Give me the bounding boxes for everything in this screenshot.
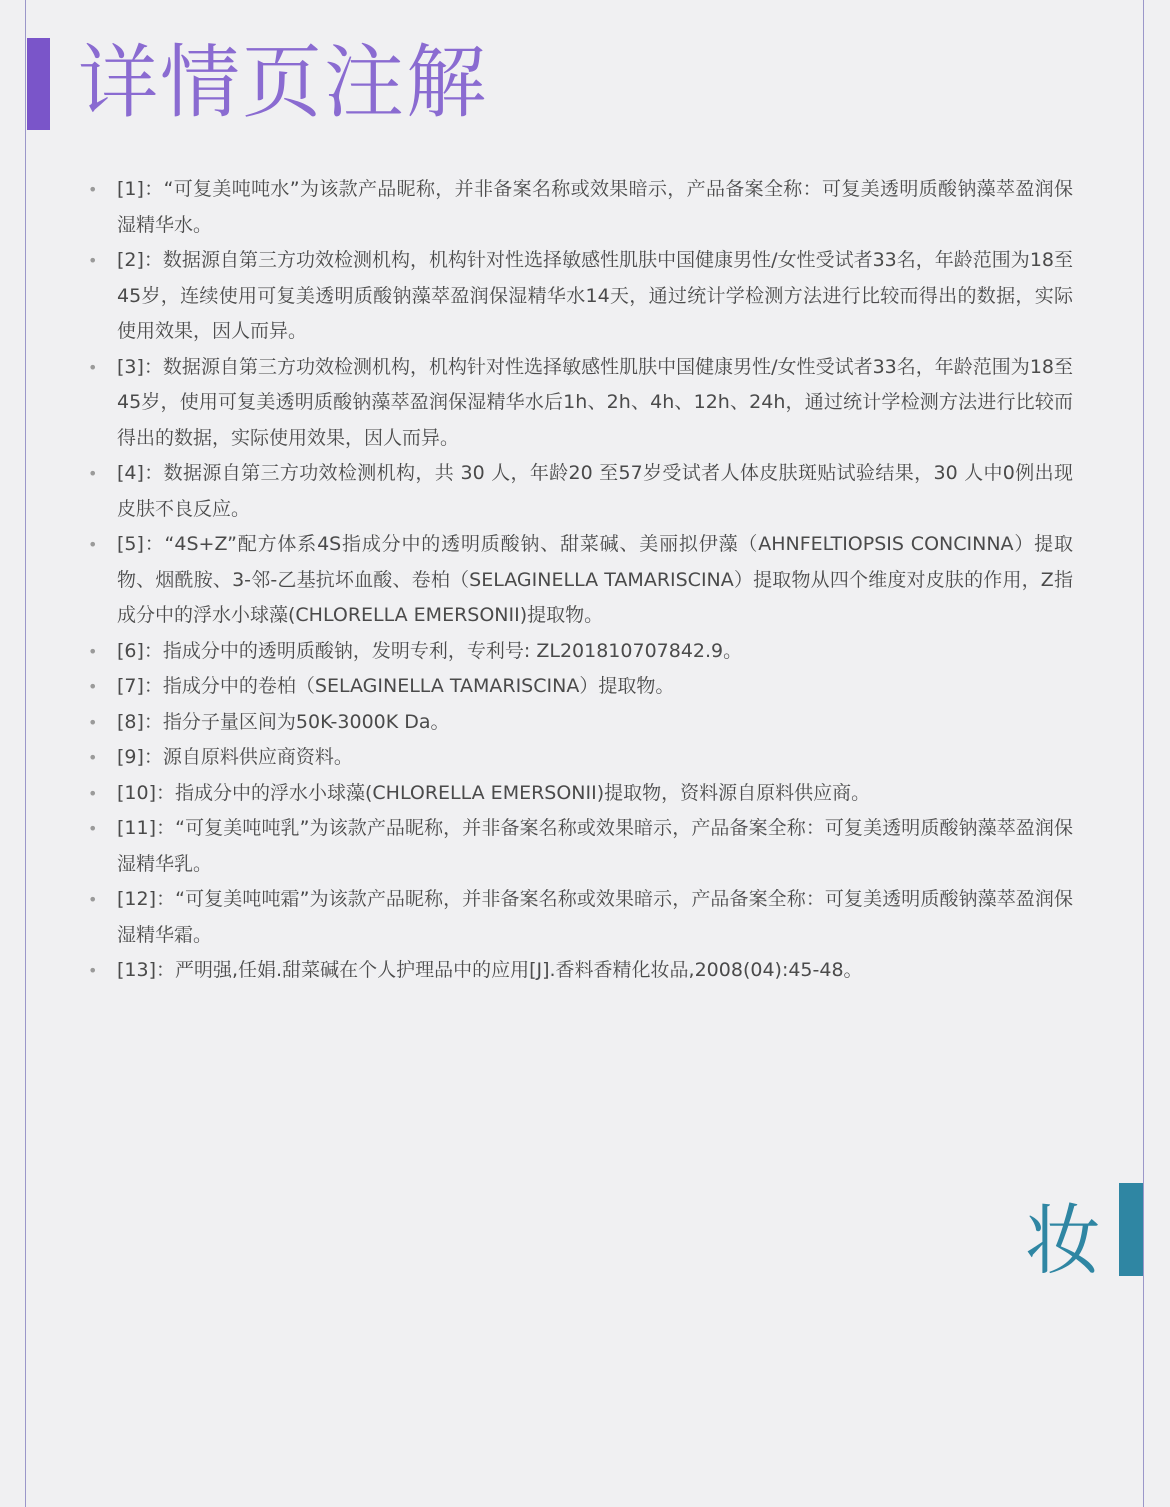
note-text: [7]：指成分中的卷柏（SELAGINELLA TAMARISCINA）提取物。 xyxy=(117,675,675,697)
bullet-icon: • xyxy=(88,535,98,554)
note-text: [10]：指成分中的浮水小球藻(CHLORELLA EMERSONII)提取物，资料源自原料供应商。 xyxy=(117,781,871,804)
note-text: [11]：“可复美吨吨乳”为该款产品昵称，并非备案名称或效果暗示，产品备案全称：可复美透明质酸钠藻萃盈润保湿精华乳。 xyxy=(117,817,1073,875)
side-accent-bar xyxy=(1119,1183,1143,1276)
note-item xyxy=(0,172,1170,243)
bullet-icon: • xyxy=(88,464,98,483)
note-item xyxy=(0,811,1170,882)
note-text: [4]：数据源自第三方功效检测机构，共 30 人，年龄20 至57岁受试者人体皮肤斑贴试验结果，30 人中0例出现皮肤不良反应。 xyxy=(117,462,1073,520)
note-text: [12]：“可复美吨吨霜”为该款产品昵称，并非备案名称或效果暗示，产品备案全称：可复美透明质酸钠藻萃盈润保湿精华霜。 xyxy=(117,888,1073,946)
bullet-icon: • xyxy=(88,180,98,199)
note-item xyxy=(0,882,1170,953)
bullet-icon: • xyxy=(88,251,98,270)
bullet-icon: • xyxy=(88,677,98,696)
bullet-icon: • xyxy=(88,890,98,909)
note-item xyxy=(0,776,1170,812)
note-item xyxy=(0,456,1170,527)
note-item xyxy=(0,669,1170,705)
bullet-icon: • xyxy=(88,783,98,803)
note-item xyxy=(0,740,1170,776)
bullet-icon: • xyxy=(88,641,98,661)
title-accent-bar xyxy=(27,38,50,130)
note-item xyxy=(0,953,1170,989)
bullet-icon: • xyxy=(88,819,98,838)
note-text: [9]：源自原料供应商资料。 xyxy=(117,746,353,768)
note-text: [5]：“4S+Z”配方体系4S指成分中的透明质酸钠、甜菜碱、美丽拟伊藻（AHNFELTIOPSIS CONCINNA）提取物、烟酰胺、3-邻-乙基抗坏血酸、卷柏（SELAGINELLA TAMARISCINA）提取物从四个维度对皮肤的作用，Z指成分中的浮水小球藻(CHLORELLA EMERSONII)提取物。 xyxy=(117,533,1073,626)
bullet-icon: • xyxy=(88,712,98,732)
note-text: [8]：指分子量区间为50K-3000K Da。 xyxy=(117,710,450,733)
side-character: 妆 xyxy=(1025,1196,1101,1285)
note-text: [13]：严明强,任娟.甜菜碱在个人护理品中的应用[J].香料香精化妆品,2008(04):45-48。 xyxy=(117,959,863,981)
note-item xyxy=(0,243,1170,350)
note-text: [2]：数据源自第三方功效检测机构，机构针对性选择敏感性肌肤中国健康男性/女性受试者33名，年龄范围为18至45岁，连续使用可复美透明质酸钠藻萃盈润保湿精华水14天，通过统计学检测方法进行比较而得出的数据，实际使用效果，因人而异。 xyxy=(117,249,1073,342)
note-item xyxy=(0,634,1170,670)
page-title: 详情页注解 xyxy=(78,36,488,129)
note-item xyxy=(0,350,1170,457)
note-item xyxy=(0,527,1170,634)
bullet-icon: • xyxy=(88,961,98,980)
bullet-icon: • xyxy=(88,748,98,767)
notes-list xyxy=(0,172,1170,989)
note-text: [6]：指成分中的透明质酸钠，发明专利，专利号: ZL201810707842.9。 xyxy=(117,639,743,662)
note-text: [1]：“可复美吨吨水”为该款产品昵称，并非备案名称或效果暗示，产品备案全称：可复美透明质酸钠藻萃盈润保湿精华水。 xyxy=(117,178,1073,236)
note-item xyxy=(0,705,1170,741)
bullet-icon: • xyxy=(88,357,98,377)
note-text: [3]：数据源自第三方功效检测机构，机构针对性选择敏感性肌肤中国健康男性/女性受试者33名，年龄范围为18至45岁，使用可复美透明质酸钠藻萃盈润保湿精华水后1h、2h、4h、12h、24h，通过统计学检测方法进行比较而得出的数据，实际使用效果，因人而异。 xyxy=(117,355,1073,449)
